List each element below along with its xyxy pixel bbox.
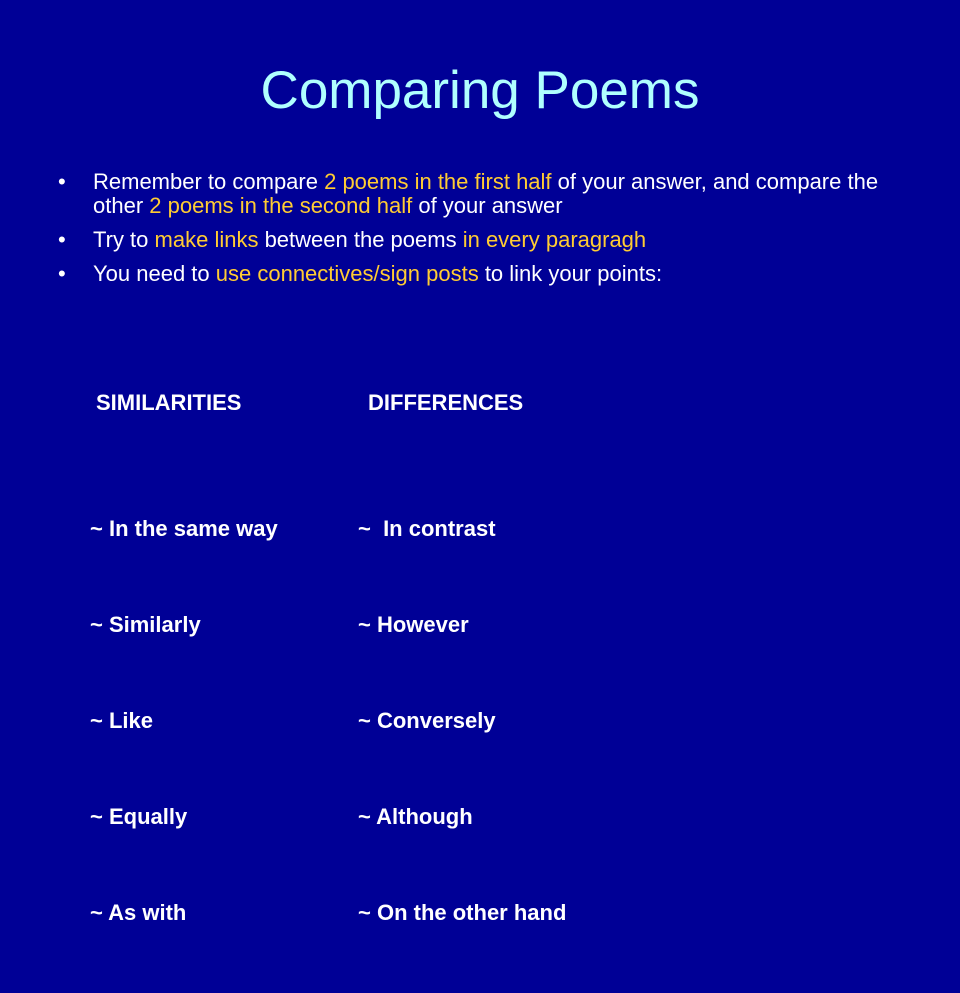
bullet-icon: • <box>58 227 66 252</box>
highlight-text: 2 poems in the second half <box>149 193 413 218</box>
difference-item: ~ On the other hand <box>358 900 567 925</box>
bullet-text: between the poems <box>258 227 463 252</box>
similarity-item: ~ Like <box>90 708 153 733</box>
bullet-text: of your answer, and compare the other <box>93 169 879 218</box>
difference-item: ~ Conversely <box>358 708 496 733</box>
similarities-heading: SIMILARITIES <box>96 390 242 415</box>
highlight-text: 2 poems in the first half <box>324 169 552 194</box>
bullet-text: You need to <box>93 261 216 286</box>
highlight-text: make links <box>154 227 259 252</box>
differences-column <box>358 323 566 993</box>
similarity-item: ~ Equally <box>90 804 188 829</box>
similarity-item: ~ Similarly <box>90 612 201 637</box>
bullet-icon: • <box>58 261 66 286</box>
slide-title: Comparing Poems <box>260 61 700 120</box>
similarities-column <box>90 323 278 993</box>
bullet-list <box>58 170 908 296</box>
bullet-text: to link your points: <box>478 261 663 286</box>
highlight-text: in every paragragh <box>462 227 647 252</box>
bullet-item <box>58 170 908 218</box>
bullet-text: of your answer <box>412 193 563 218</box>
bullet-item <box>58 228 908 252</box>
difference-item: ~ Although <box>358 804 473 829</box>
differences-heading: DIFFERENCES <box>368 390 524 415</box>
bullet-text: Try to <box>93 227 155 252</box>
similarity-item: ~ In the same way <box>90 516 278 541</box>
bullet-text: Remember to compare <box>93 169 325 194</box>
highlight-text: use connectives/sign posts <box>215 261 479 286</box>
difference-item: ~ In contrast <box>358 516 496 541</box>
similarity-item: ~ As with <box>90 900 187 925</box>
bullet-item <box>58 262 908 286</box>
bullet-icon: • <box>58 169 66 194</box>
difference-item: ~ However <box>358 612 469 637</box>
